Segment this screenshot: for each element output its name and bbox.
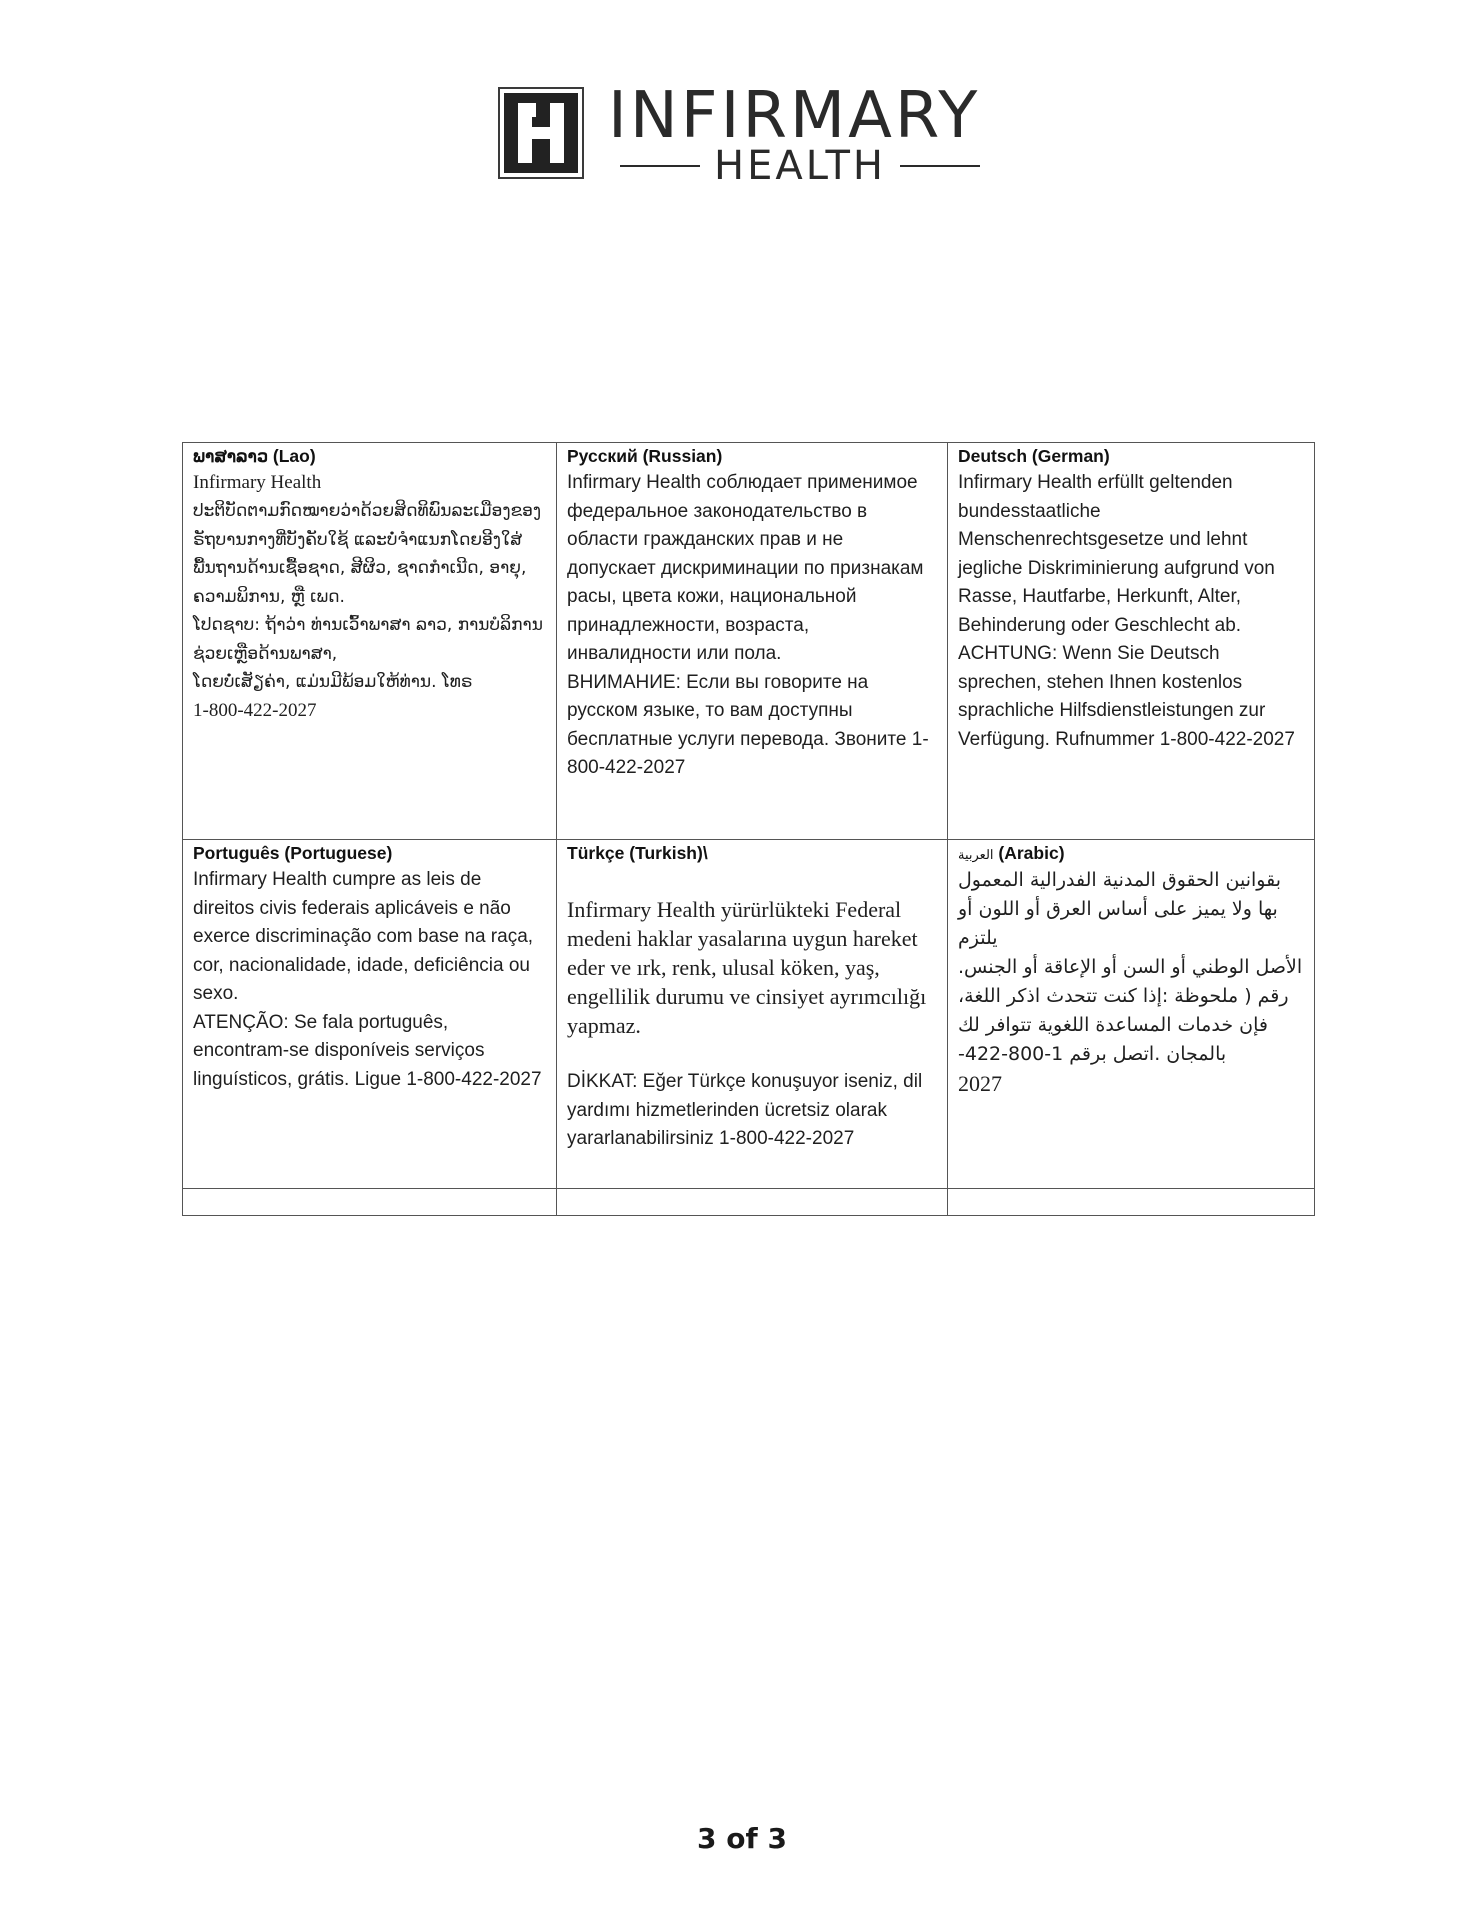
empty-cell [948,1189,1315,1216]
lao-phone: 1-800-422-2027 [193,699,317,721]
turkish-body-sans: DİKKAT: Eğer Türkçe konuşuyor iseniz, dil yardımı hizmetlerinden ücretsiz olarak yararlanabilirsiniz 1-800-422-2027 [567,1071,923,1149]
portuguese-body: Infirmary Health cumpre as leis de direitos civis federais aplicáveis e não exerce discriminação com base na raça, cor, nacionalidade, idade, deficiência ou sexo. ATENÇÃO: Se fala português, encontram-se disponíveis serviços linguísticos, grátis. Ligue 1-800-422-2027 [193,869,542,1090]
arabic-heading-native: العربية [958,847,994,862]
turkish-body-serif: Infirmary Health yürürlükteki Federal medeni haklar yasalarına uygun hareket eder ve ırk, renk, ulusal köken, yaş, engellilik durumu ve cinsiyet ayrımcılığı yapmaz. [567,896,927,1038]
german-heading: Deutsch (German) [958,446,1110,466]
infirmary-health-logo [498,79,988,189]
lao-name-line: Infirmary Health [193,472,322,493]
portuguese-heading: Português (Portuguese) [193,843,393,863]
lao-heading: ພາສາລາວ (Lao) [193,446,316,466]
cell-lao [183,443,557,840]
logo-rule-right [900,165,980,167]
lao-body: ປະຕິບັດຕາມກົດໝາຍວ່າດ້ວຍສິດທິພົນລະເມືອງຂອງຣັຖບານກາງທີ່ບັງຄັບໃຊ້ ແລະບໍ່ຈຳແນກໂດຍອີງໃສ່ພື້ນຖານດ້ານເຊື້ອຊາດ, ສີຜິວ, ຊາດກຳເນີດ, ອາຍຸ, ຄວາມພິການ, ຫຼື ເພດ. ໂປດຊາບ: ຖ້າວ່າ ທ່ານເວົ້າພາສາ ລາວ, ການບໍລິການຊ່ວຍເຫຼືອດ້ານພາສາ, ໂດຍບໍ່ເສັຽຄ່າ, ແມ່ນມີພ້ອມໃຫ້ທ່ານ. ໂທຣ [193,501,543,692]
cell-turkish [557,840,948,1189]
logo-h-glyph [504,93,578,173]
russian-body: Infirmary Health соблюдает применимое федеральное законодательство в области гражданских прав и не допускает дискриминации по признакам расы, цвета кожи, национальной принадлежности, возраста, инвалидности или пола. ВНИМАНИЕ: Если вы говорите на русском языке, то вам доступны бесплатные услуги перевода. Звоните 1-800-422-2027 [567,472,929,778]
page-number: 3 of 3 [697,1822,787,1855]
table-row-empty [183,1189,1315,1216]
cell-german [948,443,1315,840]
table-row [183,840,1315,1189]
german-body: Infirmary Health erfüllt geltenden bundesstaatliche Menschenrechtsgesetze und lehnt jegliche Diskriminierung aufgrund von Rasse, Hautfarbe, Herkunft, Alter, Behinderung oder Geschlecht ab. ACHTUNG: Wenn Sie Deutsch sprechen, stehen Ihnen kostenlos sprachliche Hilfsdienstleistungen zur Verfügung. Rufnummer 1-800-422-2027 [958,472,1295,750]
language-assistance-table [182,442,1315,1216]
brand-name-bottom-group [620,143,980,187]
russian-heading: Русский (Russian) [567,446,723,466]
cell-russian [557,443,948,840]
cell-arabic [948,840,1315,1189]
brand-name-top: INFIRMARY [608,79,981,153]
empty-cell [183,1189,557,1216]
arabic-heading-label: (Arabic) [998,843,1065,863]
cell-portuguese [183,840,557,1189]
arabic-heading [958,842,1304,866]
brand-name-bottom: HEALTH [713,143,886,189]
logo-rule-left [620,165,700,167]
empty-cell [557,1189,948,1216]
logo-mark-icon [498,87,584,179]
table-row [183,443,1315,840]
arabic-phone-tail: 2027 [958,1071,1002,1096]
arabic-body: بقوانين الحقوق المدنية الفدرالية المعمول بها ولا يميز على أساس العرق أو اللون أو يلتزم الأصل الوطني أو السن أو الإعاقة أو الجنس. رقم ( ملحوظة :إذا كنت تتحدث اذكر اللغة، فإن خدمات المساعدة اللغوية تتوافر لك بالمجان .اتصل برقم 1-800-422- [958,869,1303,1065]
turkish-heading: Türkçe (Turkish)\ [567,843,708,863]
